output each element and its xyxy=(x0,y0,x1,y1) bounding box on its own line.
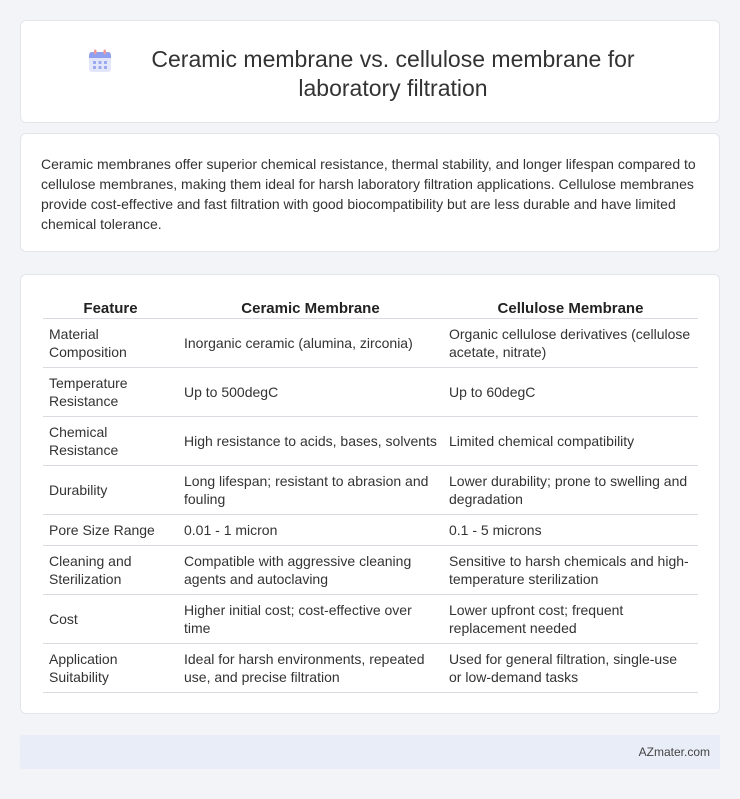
cellulose-cell: Organic cellulose derivatives (cellulose acetate, nitrate) xyxy=(443,318,698,367)
ceramic-cell: High resistance to acids, bases, solvents xyxy=(178,416,443,465)
cellulose-cell: 0.1 - 5 microns xyxy=(443,514,698,545)
table-row xyxy=(43,545,698,594)
page-title: Ceramic membrane vs. cellulose membrane for laboratory filtration xyxy=(151,46,635,101)
cellulose-cell: Limited chemical compatibility xyxy=(443,416,698,465)
title-wrap xyxy=(21,21,719,103)
cellulose-cell: Lower upfront cost; frequent replacement needed xyxy=(443,594,698,643)
footer xyxy=(20,735,720,769)
comparison-table xyxy=(43,297,698,693)
table-row xyxy=(43,594,698,643)
ceramic-cell: Higher initial cost; cost-effective over time xyxy=(178,594,443,643)
column-header-feature: Feature xyxy=(43,297,178,318)
feature-cell: Pore Size Range xyxy=(43,514,178,545)
comparison-table-card xyxy=(20,274,720,714)
table-row xyxy=(43,643,698,692)
summary-card xyxy=(20,133,720,252)
ceramic-cell: Compatible with aggressive cleaning agents and autoclaving xyxy=(178,545,443,594)
ceramic-cell: Up to 500degC xyxy=(178,367,443,416)
calendar-icon xyxy=(87,48,113,74)
feature-cell: Durability xyxy=(43,465,178,514)
table-header-row xyxy=(43,297,698,318)
cellulose-cell: Sensitive to harsh chemicals and high-temperature sterilization xyxy=(443,545,698,594)
column-header-ceramic: Ceramic Membrane xyxy=(178,297,443,318)
feature-cell: Cleaning and Sterilization xyxy=(43,545,178,594)
table-row xyxy=(43,318,698,367)
feature-cell: Application Suitability xyxy=(43,643,178,692)
footer-brand: AZmater.com xyxy=(638,745,710,759)
cellulose-cell: Up to 60degC xyxy=(443,367,698,416)
column-header-cellulose: Cellulose Membrane xyxy=(443,297,698,318)
ceramic-cell: Long lifespan; resistant to abrasion and fouling xyxy=(178,465,443,514)
table-row xyxy=(43,416,698,465)
summary-text: Ceramic membranes offer superior chemical resistance, thermal stability, and longer lifespan compared to cellulose membranes, making them ideal for harsh laboratory filtration applications. Cellulose membranes provide cost-effective and fast filtration with good biocompatibility but are less durable and have limited chemical tolerance. xyxy=(41,156,696,232)
table-row xyxy=(43,465,698,514)
title-card xyxy=(20,20,720,123)
table-row xyxy=(43,367,698,416)
feature-cell: Material Composition xyxy=(43,318,178,367)
ceramic-cell: Inorganic ceramic (alumina, zirconia) xyxy=(178,318,443,367)
feature-cell: Chemical Resistance xyxy=(43,416,178,465)
feature-cell: Cost xyxy=(43,594,178,643)
cellulose-cell: Lower durability; prone to swelling and degradation xyxy=(443,465,698,514)
table-row xyxy=(43,514,698,545)
ceramic-cell: Ideal for harsh environments, repeated use, and precise filtration xyxy=(178,643,443,692)
feature-cell: Temperature Resistance xyxy=(43,367,178,416)
cellulose-cell: Used for general filtration, single-use or low-demand tasks xyxy=(443,643,698,692)
ceramic-cell: 0.01 - 1 micron xyxy=(178,514,443,545)
